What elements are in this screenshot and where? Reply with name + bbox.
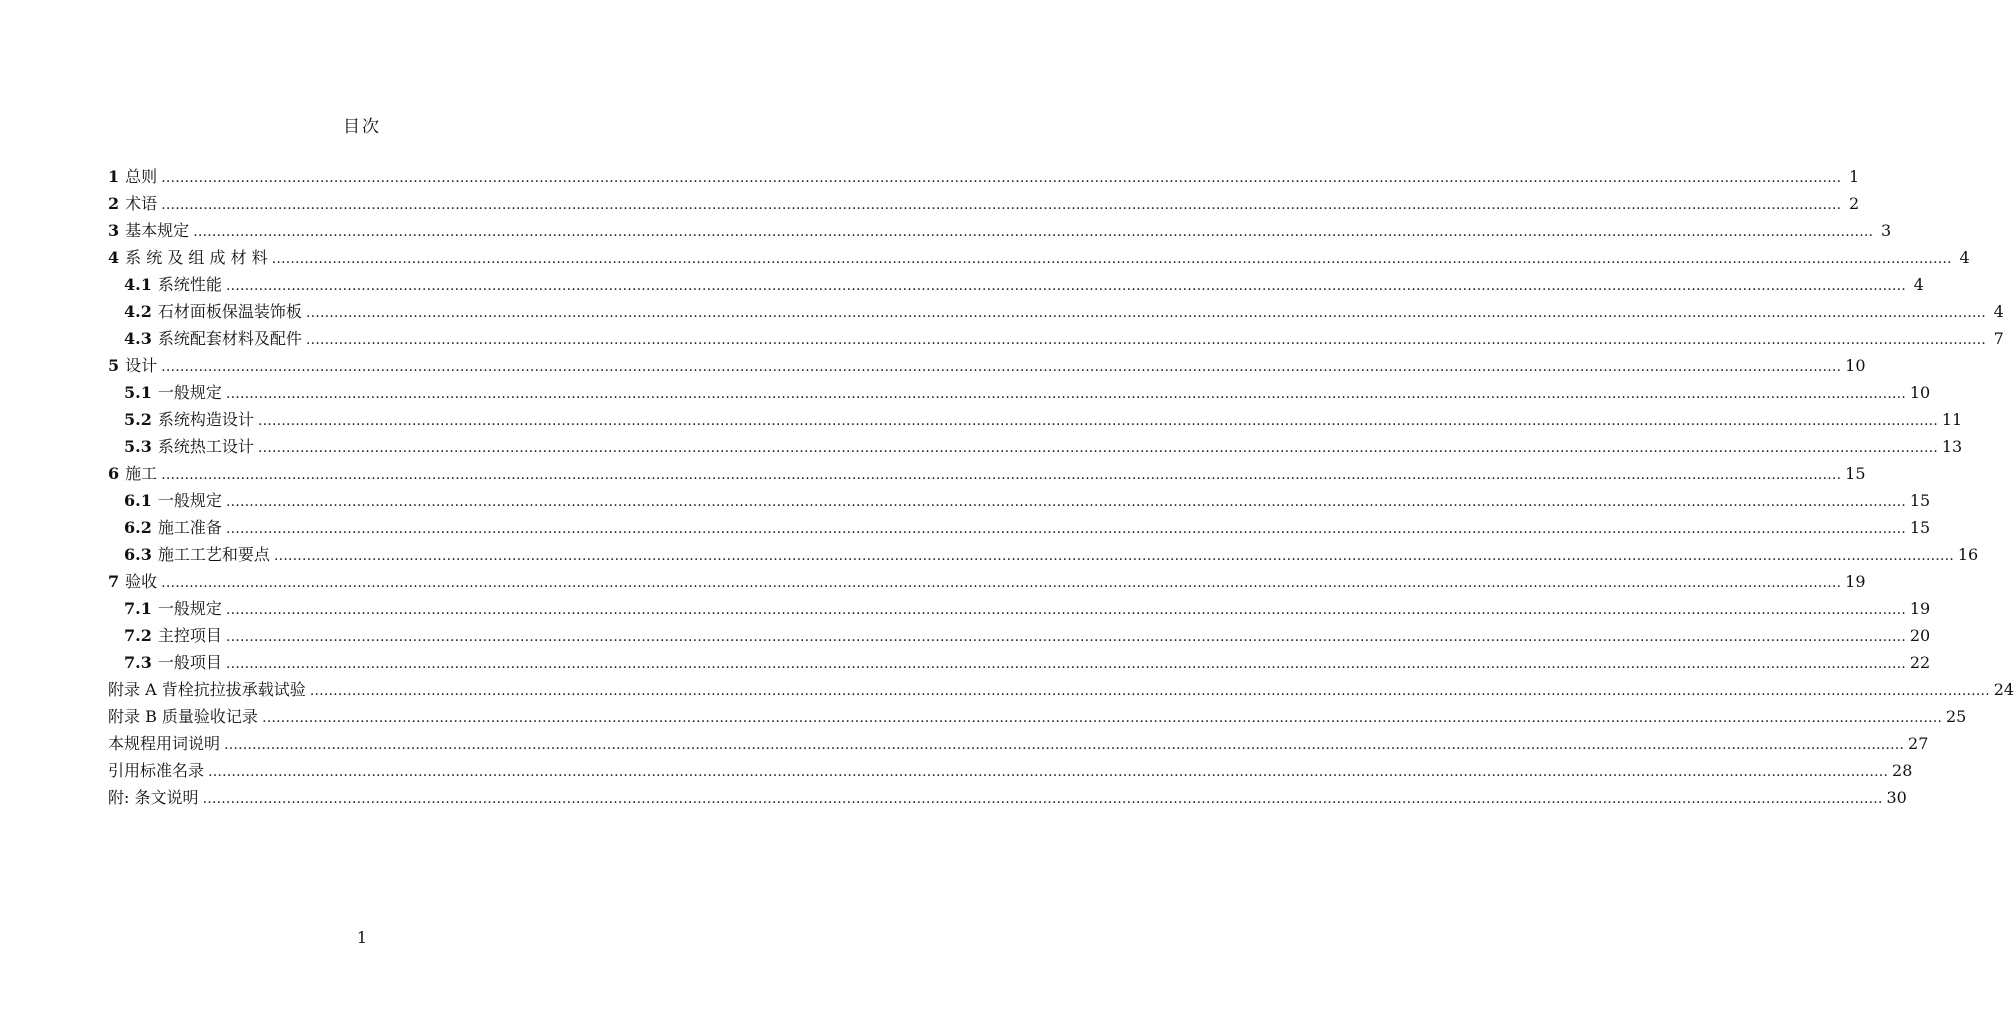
toc-entry-label: 基本规定 <box>125 221 190 240</box>
toc-entry-label: 施工 <box>125 464 158 483</box>
toc-leader-dots: ……………………………………………………………………………………………………………………………………………………………………………………………………………………………………………………………………………………………………………………………… <box>225 278 1906 294</box>
toc-entry-number: 4 <box>108 248 120 267</box>
toc-entry[interactable] <box>124 514 1931 541</box>
toc-entry-page: 25 <box>1945 707 1967 726</box>
toc-entry-label: 附: 条文说明 <box>108 788 199 807</box>
toc-entry-page: 30 <box>1886 788 1907 807</box>
toc-entry[interactable] <box>108 352 1866 379</box>
toc-entry-page: 11 <box>1941 410 1963 429</box>
toc-leader-dots: ……………………………………………………………………………………………………………………………………………………………………………………………………………………………………………………………………………………………………………………………… <box>225 602 1906 618</box>
toc-entry-number: 5.2 <box>124 410 152 429</box>
toc-entry-page: 20 <box>1909 626 1931 645</box>
toc-entry[interactable] <box>124 541 1979 568</box>
toc-entry-label: 系统热工设计 <box>157 437 254 456</box>
toc-entry-page: 15 <box>1909 491 1931 510</box>
toc-leader-dots: ……………………………………………………………………………………………………………………………………………………………………………………………………………………………………………………………………………………………………………………………… <box>305 332 1986 348</box>
toc-entry-number: 7.2 <box>124 626 152 645</box>
toc-entry-label: 系统性能 <box>157 275 222 294</box>
toc-entry[interactable] <box>108 244 1970 271</box>
toc-entry-number: 3 <box>108 221 120 240</box>
toc-leader-dots: ……………………………………………………………………………………………………………………………………………………………………………………………………………………………………………………………………………………………………………………………… <box>161 575 1842 591</box>
toc-entry-number: 6.1 <box>124 491 152 510</box>
toc-entry-page: 16 <box>1957 545 1979 564</box>
toc-entry-number: 5.1 <box>124 383 152 402</box>
toc-leader-dots: ……………………………………………………………………………………………………………………………………………………………………………………………………………………………………………………………………………………………………………………………… <box>309 683 1990 699</box>
toc-entry[interactable] <box>108 757 1913 784</box>
toc-entry-number: 4.3 <box>124 329 152 348</box>
toc-leader-dots: ……………………………………………………………………………………………………………………………………………………………………………………………………………………………………………………………………………………………………………………………… <box>224 737 1905 753</box>
toc-leader-dots: ……………………………………………………………………………………………………………………………………………………………………………………………………………………………………………………………………………………………………………………………… <box>271 251 1952 267</box>
toc-leader-dots: ……………………………………………………………………………………………………………………………………………………………………………………………………………………………………………………………………………………………………………………………… <box>202 791 1883 807</box>
toc-entry-page: 10 <box>1909 383 1931 402</box>
toc-entry-number: 7.1 <box>124 599 152 618</box>
toc-entry-label: 系 统 及 组 成 材 料 <box>125 248 268 267</box>
toc-entry-label: 验收 <box>125 572 158 591</box>
toc-entry-label: 引用标准名录 <box>108 761 205 780</box>
toc-entry-page: 15 <box>1909 518 1931 537</box>
toc-entry-page: 10 <box>1845 356 1866 375</box>
toc-entry[interactable] <box>124 595 1931 622</box>
toc-leader-dots: ……………………………………………………………………………………………………………………………………………………………………………………………………………………………………………………………………………………………………………………………… <box>225 521 1906 537</box>
toc-entry-page: 28 <box>1892 761 1913 780</box>
toc-leader-dots: ……………………………………………………………………………………………………………………………………………………………………………………………………………………………………………………………………………………………………………………………… <box>225 386 1906 402</box>
toc-entry-page: 4 <box>1913 275 1924 294</box>
toc-entry[interactable] <box>124 433 1963 460</box>
toc-leader-dots: ……………………………………………………………………………………………………………………………………………………………………………………………………………………………………………………………………………………………………………………………… <box>225 629 1906 645</box>
toc-entry-page: 19 <box>1909 599 1931 618</box>
toc-entry-number: 7 <box>108 572 120 591</box>
toc-entry-label: 施工工艺和要点 <box>157 545 270 564</box>
toc-entry-page: 3 <box>1880 221 1892 240</box>
toc-entry-number: 5.3 <box>124 437 152 456</box>
toc-entry-page: 24 <box>1993 680 2014 699</box>
toc-entry-label: 一般规定 <box>157 383 222 402</box>
toc-leader-dots: ……………………………………………………………………………………………………………………………………………………………………………………………………………………………………………………………………………………………………………………………… <box>273 548 1954 564</box>
page-title: 目次 <box>343 117 381 137</box>
toc-entry[interactable] <box>108 460 1866 487</box>
toc-entry-label: 本规程用词说明 <box>108 734 221 753</box>
toc-entry-number: 6.2 <box>124 518 152 537</box>
toc-leader-dots: ……………………………………………………………………………………………………………………………………………………………………………………………………………………………………………………………………………………………………………………………… <box>161 467 1842 483</box>
toc-entry[interactable] <box>124 487 1931 514</box>
toc-entry[interactable] <box>124 298 2004 325</box>
toc-entry-label: 施工准备 <box>157 518 222 537</box>
toc-entry-label: 石材面板保温装饰板 <box>157 302 302 321</box>
toc-leader-dots: ……………………………………………………………………………………………………………………………………………………………………………………………………………………………………………………………………………………………………………………………… <box>225 656 1906 672</box>
toc-entry-number: 4.1 <box>124 275 152 294</box>
toc-entry[interactable] <box>108 568 1866 595</box>
toc-leader-dots: ……………………………………………………………………………………………………………………………………………………………………………………………………………………………………………………………………………………………………………………………… <box>208 764 1889 780</box>
toc-entry-number: 6 <box>108 464 120 483</box>
toc-entry-label: 系统配套材料及配件 <box>157 329 302 348</box>
toc-leader-dots: ……………………………………………………………………………………………………………………………………………………………………………………………………………………………………………………………………………………………………………………………… <box>257 440 1938 456</box>
toc-entry[interactable] <box>124 379 1931 406</box>
toc-leader-dots: ……………………………………………………………………………………………………………………………………………………………………………………………………………………………………………………………………………………………………………………………… <box>161 197 1842 213</box>
toc-entry[interactable] <box>108 784 1907 811</box>
toc-entry-label: 系统构造设计 <box>157 410 254 429</box>
toc-entry-page: 27 <box>1908 734 1929 753</box>
toc-entry-label: 主控项目 <box>157 626 222 645</box>
toc-entry[interactable] <box>124 406 1963 433</box>
toc-entry-number: 2 <box>108 194 120 213</box>
toc-entry-number: 4.2 <box>124 302 152 321</box>
toc-entry[interactable] <box>108 163 1860 190</box>
toc-leader-dots: ……………………………………………………………………………………………………………………………………………………………………………………………………………………………………………………………………………………………………………………………… <box>161 359 1842 375</box>
toc-entry-label: 附录 B 质量验收记录 <box>108 707 258 726</box>
toc-leader-dots: ……………………………………………………………………………………………………………………………………………………………………………………………………………………………………………………………………………………………………………………………… <box>161 170 1842 186</box>
toc-entry-page: 1 <box>1848 167 1860 186</box>
toc-entry-page: 4 <box>1993 302 2004 321</box>
toc-entry-number: 5 <box>108 356 120 375</box>
toc-entry[interactable] <box>124 325 2004 352</box>
toc-entry-page: 19 <box>1845 572 1866 591</box>
toc-entry-page: 13 <box>1941 437 1963 456</box>
toc-entry-number: 1 <box>108 167 120 186</box>
toc-entry-label: 一般项目 <box>157 653 222 672</box>
page-number: 1 <box>356 928 368 947</box>
toc-entry[interactable] <box>108 217 1892 244</box>
toc-leader-dots: ……………………………………………………………………………………………………………………………………………………………………………………………………………………………………………………………………………………………………………………………… <box>257 413 1938 429</box>
toc-entry[interactable] <box>108 190 1860 217</box>
toc-entry-label: 一般规定 <box>157 599 222 618</box>
toc-entry[interactable] <box>124 649 1931 676</box>
toc-entry[interactable] <box>108 676 2014 703</box>
toc-entry-page: 22 <box>1909 653 1931 672</box>
toc-entry[interactable] <box>124 622 1931 649</box>
toc-entry-page: 7 <box>1993 329 2004 348</box>
toc-entry-label: 附录 A 背栓抗拉拔承载试验 <box>108 680 306 699</box>
toc-leader-dots: ……………………………………………………………………………………………………………………………………………………………………………………………………………………………………………………………………………………………………………………………… <box>261 710 1942 726</box>
toc-entry-number: 7.3 <box>124 653 152 672</box>
toc-entry-number: 6.3 <box>124 545 152 564</box>
toc-entry-label: 术语 <box>125 194 158 213</box>
toc-entry-page: 2 <box>1848 194 1860 213</box>
toc-leader-dots: ……………………………………………………………………………………………………………………………………………………………………………………………………………………………………………………………………………………………………………………………… <box>225 494 1906 510</box>
toc-leader-dots: ……………………………………………………………………………………………………………………………………………………………………………………………………………………………………………………………………………………………………………………………… <box>305 305 1986 321</box>
toc-entry-label: 设计 <box>125 356 158 375</box>
toc-entry[interactable] <box>108 730 1929 757</box>
toc-leader-dots: ……………………………………………………………………………………………………………………………………………………………………………………………………………………………………………………………………………………………………………………………… <box>193 224 1874 240</box>
toc-entry-page: 15 <box>1845 464 1866 483</box>
toc-entry-label: 一般规定 <box>157 491 222 510</box>
toc-entry-page: 4 <box>1959 248 1970 267</box>
toc-entry[interactable] <box>124 271 1924 298</box>
toc-entry[interactable] <box>108 703 1967 730</box>
toc-entry-label: 总则 <box>125 167 158 186</box>
